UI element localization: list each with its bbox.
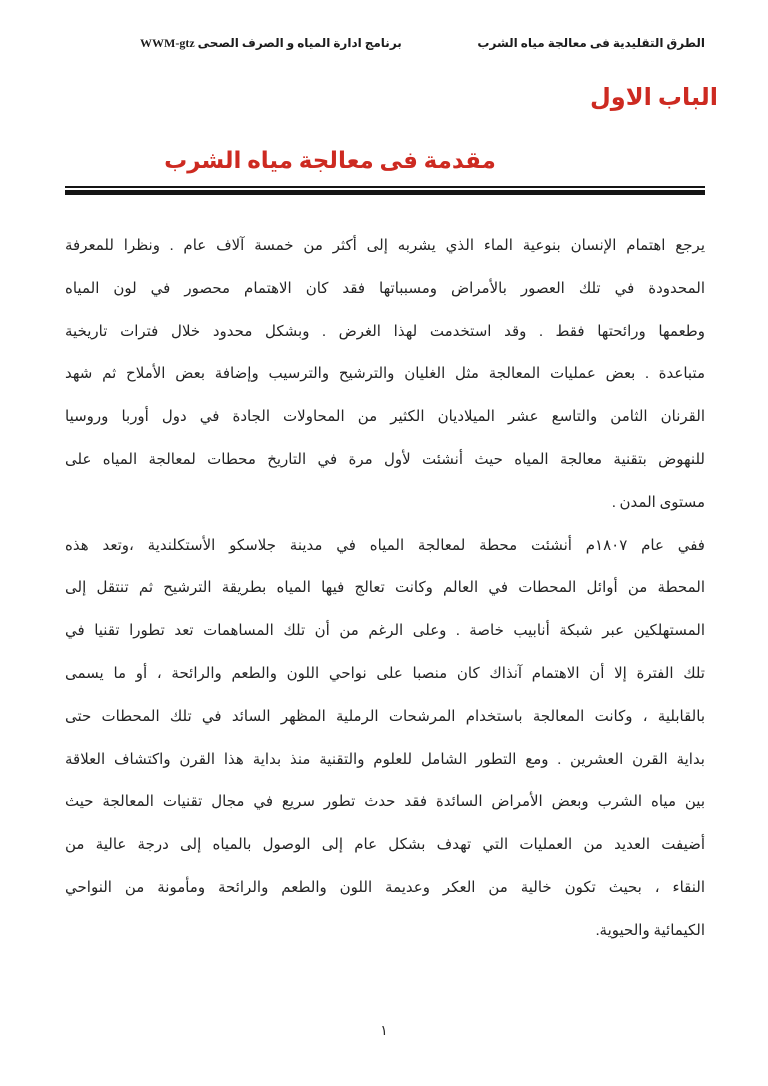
body-line: تلك الفترة إلا أن الاهتمام آنذاك كان منصبا على نواحي اللون والطعم والرائحة ، أو ما يسمى bbox=[65, 665, 705, 682]
body-line: وطعمها ورائحتها فقط . وقد استخدمت لهذا الغرض . وبشكل محدود خلال فترات تاريخية bbox=[65, 323, 705, 340]
divider-thin-line bbox=[65, 186, 705, 188]
page-number: ١ bbox=[380, 1024, 388, 1039]
body-text bbox=[65, 225, 705, 953]
body-line: يرجع اهتمام الإنسان بنوعية الماء الذي يشربه إلى أكثر من خمسة آلاف عام . ونظرا للمعرفة bbox=[65, 238, 705, 254]
body-line: للنهوض بتقنية معالجة المياه حيث أنشئت لأول مرة في التاريخ محطات لمعالجة المياه على bbox=[65, 451, 705, 468]
body-line: المحدودة في تلك العصور بالأمراض ومسبباتها فقد كان الاهتمام محصور في لون المياه bbox=[65, 280, 705, 297]
body-line: بالقابلية ، وكانت المعالجة باستخدام المرشحات الرملية المظهر السائد في تلك المحطات حتى bbox=[65, 708, 705, 725]
divider-thick-line bbox=[65, 190, 705, 195]
body-line: المحطة من أوائل المحطات في العالم وكانت تعالج فيها المياه بطريقة الترشيح ثم تنتقل إلى bbox=[65, 580, 705, 597]
page-header bbox=[0, 0, 768, 51]
body-line: مستوى المدن . bbox=[612, 494, 705, 511]
chapter-subtitle: مقدمة فى معالجة مياه الشرب bbox=[164, 148, 496, 173]
body-line: أضيفت العديد من العمليات التي تهدف بشكل عام إلى الوصول بالمياه إلى درجة عالية من bbox=[65, 837, 705, 854]
chapter-title: الباب الاول bbox=[589, 85, 718, 111]
thin-thick-divider bbox=[65, 186, 705, 195]
body-line: القرنان الثامن والتاسع عشر الميلاديان الكثير من المحاولات الجادة في دول أوربا وروسيا bbox=[65, 409, 705, 426]
header-program-title: برنامج ادارة المياه و الصرف الصحى WWM-gtz bbox=[140, 36, 402, 50]
body-line: بداية القرن العشرين . ومع التطور الشامل للعلوم والتقنية منذ بداية هذا القرن واكتشاف العلاقة bbox=[65, 751, 705, 768]
body-line: بين مياه الشرب وبعض الأمراض السائدة فقد حدث تطور سريع في مجال تقنيات المعالجة حيث bbox=[65, 794, 705, 811]
header-document-title: الطرق التقليدية فى معالجة مياه الشرب bbox=[477, 36, 705, 50]
body-line: ففي عام ١٨٠٧م أنشئت محطة لمعالجة المياه في مدينة جلاسكو الأستكلندية ،وتعد هذه bbox=[65, 537, 705, 554]
body-line: الكيمائية والحيوية. bbox=[595, 922, 705, 939]
body-line: النقاء ، بحيث تكون خالية من العكر وعديمة اللون والطعم والرائحة ومأمونة من النواحي bbox=[65, 879, 705, 896]
body-line: متباعدة . بعض عمليات المعالجة مثل الغليان والترشيح والترسيب وإضافة بعض الأملاح ثم شهد bbox=[65, 366, 705, 383]
body-line: المستهلكين عبر شبكة أنابيب خاصة . وعلى الرغم من أن تلك المساهمات تعد تطورا تقنيا في bbox=[65, 623, 705, 640]
